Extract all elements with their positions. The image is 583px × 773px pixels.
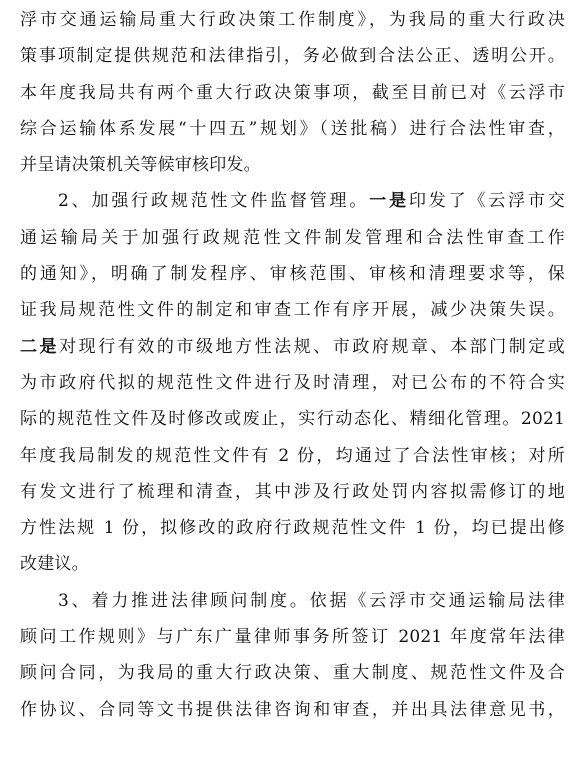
paragraph-heading-2: 2、加强行政规范性文件监督管理。 <box>58 191 370 212</box>
text-line-19: 顾问合同，为我局的重大行政决策、重大制度、规范性文件及合 <box>20 663 565 684</box>
text-line-4: 综合运输体系发展“十四五”规划》（送批稿）进行合法性审查， <box>20 118 565 139</box>
text-line-1: 浮市交通运输局重大行政决策工作制度》，为我局的重大行政决 <box>20 10 565 30</box>
text-line-16: 改建议。 <box>20 554 89 575</box>
text-line-11: 为市政府代拟的规范性文件进行及时清理，对已公布的不符合实 <box>20 372 565 393</box>
text-line-14: 有发文进行了梳理和清查，其中涉及行政处罚内容拟需修订的地 <box>20 481 565 502</box>
text-line-8: 的通知》，明确了制发程序、审核范围、审核和清理要求等，保 <box>20 264 565 285</box>
text-line-6-rest: 印发了《云浮市交 <box>408 191 565 212</box>
bold-marker-second: 二是 <box>20 336 60 357</box>
text-line-12: 际的规范性文件及时修改或废止，实行动态化、精细化管理。2021 <box>20 409 565 430</box>
text-line-9: 证我局规范性文件的制定和审查工作有序开展，减少决策失误。 <box>20 300 565 321</box>
text-line-17: 3、着力推进法律顾问制度。依据《云浮市交通运输局法律 <box>58 590 565 611</box>
text-line-10-rest: 对现行有效的市级地方性法规、市政府规章、本部门制定或 <box>59 336 565 357</box>
bold-marker-first: 一是 <box>369 191 409 212</box>
text-line-15: 方性法规 1 份，拟修改的政府行政规范性文件 1 份，均已提出修 <box>20 518 565 539</box>
text-line-6 <box>20 183 565 219</box>
text-line-3: 本年度我局共有两个重大行政决策事项，截至目前已对《云浮市 <box>20 82 565 103</box>
text-line-13: 年度我局制发的规范性文件有 2 份，均通过了合法性审核；对所 <box>20 445 565 466</box>
text-line-5: 并呈请决策机关等候审核印发。 <box>20 155 261 176</box>
document-body <box>20 2 565 728</box>
text-line-18: 顾问工作规则》与广东广量律师事务所签订 2021 年度常年法律 <box>20 627 565 648</box>
text-line-10 <box>20 329 565 365</box>
text-line-7: 通运输局关于加强行政规范性文件制发管理和合法性审查工作 <box>20 227 565 248</box>
text-line-20: 作协议、合同等文书提供法律咨询和审查，并出具法律意见书， <box>20 699 565 720</box>
text-line-2: 策事项制定提供规范和法律指引，务必做到合法公正、透明公开。 <box>20 46 565 67</box>
